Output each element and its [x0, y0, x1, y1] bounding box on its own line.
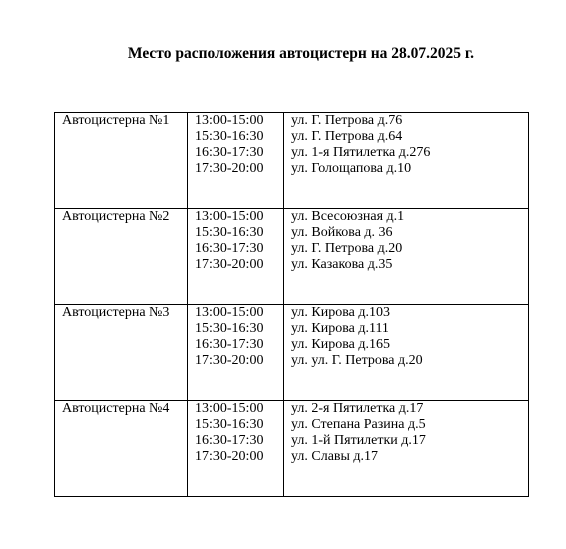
- time-slot: 15:30-16:30: [195, 225, 264, 240]
- tanker-name: Автоцистерна №4: [62, 401, 170, 416]
- time-slot: 17:30-20:00: [195, 257, 264, 272]
- tanker-name: Автоцистерна №2: [62, 209, 170, 224]
- address: ул. Степана Разина д.5: [291, 417, 426, 432]
- address: ул. Г. Петрова д.76: [291, 113, 403, 128]
- time-slot: 17:30-20:00: [195, 161, 264, 176]
- table-row: [55, 209, 529, 305]
- tanker-name-cell: [55, 113, 188, 209]
- address: ул. Г. Петрова д.20: [291, 241, 403, 256]
- tanker-name: Автоцистерна №1: [62, 113, 170, 128]
- schedule-table: [54, 112, 529, 497]
- address: ул. 1-й Пятилетки д.17: [291, 433, 426, 448]
- time-slot: 13:00-15:00: [195, 113, 264, 128]
- table-row: [55, 305, 529, 401]
- tanker-name-cell: [55, 305, 188, 401]
- address-cell: [284, 401, 529, 497]
- time-slot: 13:00-15:00: [195, 209, 264, 224]
- time-slot: 15:30-16:30: [195, 321, 264, 336]
- time-slot: 17:30-20:00: [195, 449, 264, 464]
- address: ул. Г. Петрова д.64: [291, 129, 403, 144]
- address: ул. Кирова д.111: [291, 321, 389, 336]
- address: ул. Казакова д.35: [291, 257, 393, 272]
- tanker-name-cell: [55, 401, 188, 497]
- time-slot: 16:30-17:30: [195, 433, 264, 448]
- address-cell: [284, 209, 529, 305]
- time-slot: 16:30-17:30: [195, 241, 264, 256]
- time-slot: 13:00-15:00: [195, 305, 264, 320]
- address: ул. Голощапова д.10: [291, 161, 412, 176]
- time-slot: 13:00-15:00: [195, 401, 264, 416]
- time-cell: [188, 305, 284, 401]
- address: ул. Всесоюзная д.1: [291, 209, 405, 224]
- time-slot: 17:30-20:00: [195, 353, 264, 368]
- time-slot: 15:30-16:30: [195, 129, 264, 144]
- time-cell: [188, 401, 284, 497]
- table-row: [55, 113, 529, 209]
- time-cell: [188, 113, 284, 209]
- address: ул. 1-я Пятилетка д.276: [291, 145, 431, 160]
- time-slot: 16:30-17:30: [195, 337, 264, 352]
- address: ул. Кирова д.165: [291, 337, 390, 352]
- address-cell: [284, 113, 529, 209]
- address-cell: [284, 305, 529, 401]
- tanker-name: Автоцистерна №3: [62, 305, 170, 320]
- time-slot: 15:30-16:30: [195, 417, 264, 432]
- table-row: [55, 401, 529, 497]
- address: ул. Войкова д. 36: [291, 225, 393, 240]
- page-title: Место расположения автоцистерн на 28.07.2025 г.: [127, 45, 475, 62]
- time-slot: 16:30-17:30: [195, 145, 264, 160]
- address: ул. 2-я Пятилетка д.17: [291, 401, 424, 416]
- address: ул. Кирова д.103: [291, 305, 390, 320]
- address: ул. Славы д.17: [291, 449, 379, 464]
- address: ул. ул. Г. Петрова д.20: [291, 353, 423, 368]
- tanker-name-cell: [55, 209, 188, 305]
- time-cell: [188, 209, 284, 305]
